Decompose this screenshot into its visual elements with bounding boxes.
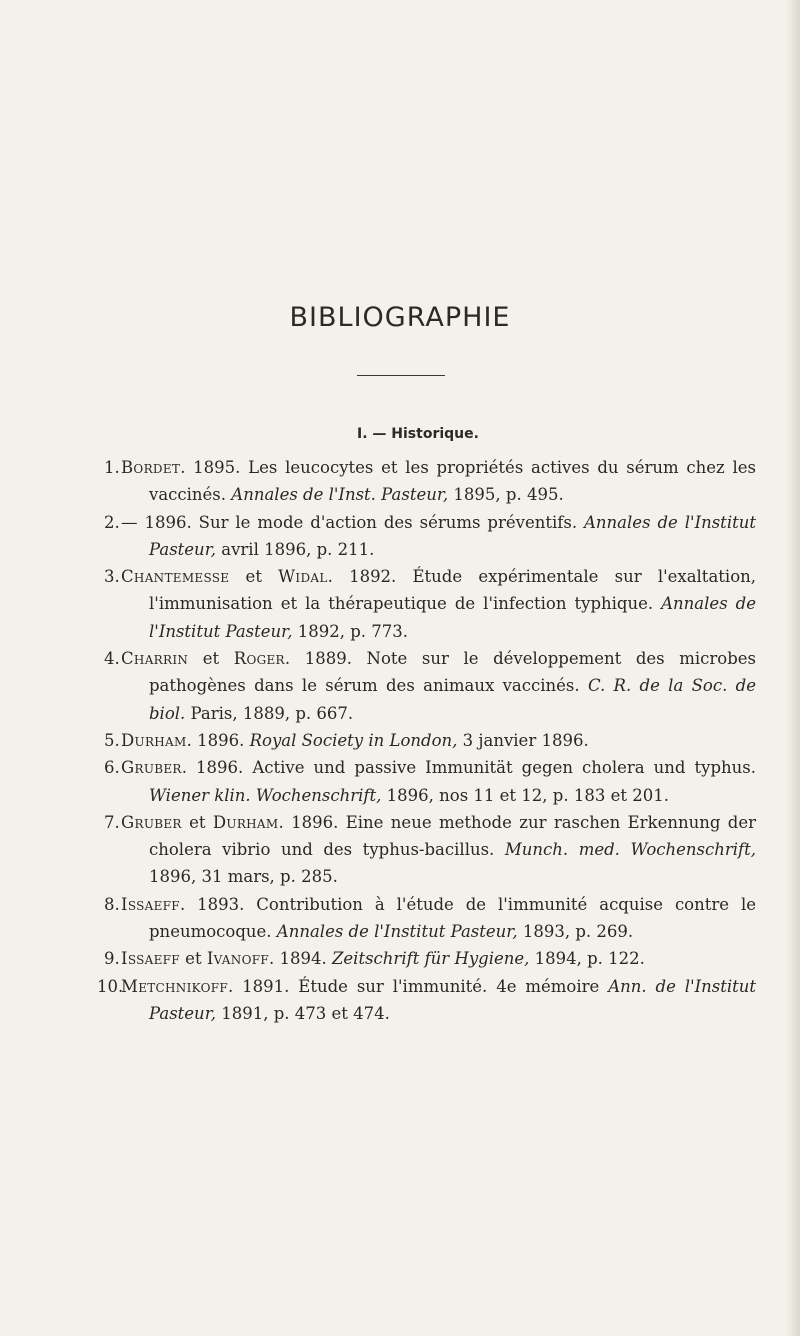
entry-text: . 1892. Étude expérimentale sur l'exaltation, l'immunisation et la thérapeutique de l'infection typhique. [149, 567, 756, 614]
entry-author: Charrin [121, 649, 189, 669]
entry-text: . 1896. [186, 730, 250, 750]
entry-text: . 1894. [268, 949, 332, 969]
entry-text: et [188, 649, 234, 669]
bibliography-entry [0, 727, 800, 754]
entry-text: 3 janvier 1896. [457, 730, 589, 750]
entry-text: . 1891. Étude sur l'immunité. 4e mémoire [227, 976, 609, 996]
bibliography-entry [0, 891, 800, 946]
entry-text: 1891, p. 473 et 474. [216, 1003, 390, 1023]
entry-author: Durham [121, 730, 187, 750]
entry-author: Ivanoff [206, 949, 269, 969]
entry-text: 1893, p. 269. [517, 922, 634, 942]
entry-text: et [179, 949, 207, 969]
bibliography-entry [0, 973, 800, 1028]
entry-journal: C. R. de la Soc. de biol. [149, 676, 756, 723]
bibliography-entry [0, 509, 800, 564]
entry-number: 9. [104, 949, 120, 969]
entry-journal: Wiener klin. Wochenschrift, [149, 785, 382, 805]
title-rule [357, 375, 445, 376]
entry-number: 2. [104, 512, 120, 532]
entry-text: avril 1896, p. 211. [216, 539, 375, 559]
entry-author: Issaeff [121, 949, 180, 969]
entry-number: 3. [104, 567, 120, 587]
entry-number: 8. [104, 894, 120, 914]
entry-journal: Zeitschrift für Hygiene, [331, 949, 530, 969]
entry-author: Bordet [121, 458, 181, 477]
entry-text: . 1896. Eine neue methode zur raschen Erkennung der cholera vibrio und des typhus-bacillus. [149, 812, 756, 860]
entry-number: 1. [104, 458, 120, 477]
entry-author: Gruber [121, 812, 182, 832]
entry-text: . 1889. Note sur le développement des microbes pathogènes dans le sérum des animaux vaccinés. [149, 649, 756, 696]
entry-author: Chantemesse [121, 567, 230, 587]
entry-journal: Royal Society in London, [249, 730, 458, 750]
entry-journal: Annales de l'Inst. Pasteur, [231, 485, 449, 505]
bibliography-entry [0, 454, 800, 509]
entry-text: 1892, p. 773. [292, 621, 409, 641]
entry-text: . 1895. Les leucocytes et les propriétés actives du sérum chez les vaccinés. [149, 458, 756, 505]
entry-text: et [229, 567, 279, 587]
bibliography-entry [0, 809, 800, 891]
bibliography-entry [0, 945, 800, 972]
entry-number: 5. [104, 730, 120, 750]
entry-text: Paris, 1889, p. 667. [185, 703, 354, 723]
entry-text: 1894, p. 122. [529, 949, 645, 969]
bibliography-entry [0, 754, 800, 809]
entry-journal: Annales de l'Institut Pasteur, [149, 512, 756, 559]
entry-text: . 1896. Active und passive Immunität gegen cholera und typhus. [181, 758, 756, 778]
entry-journal: Munch. med. Wochenschrift, [504, 840, 756, 860]
entry-number: 4. [104, 649, 120, 669]
entry-journal: Ann. de l'Institut Pasteur, [149, 976, 757, 1023]
entry-journal: Annales de l'Institut Pasteur, [149, 594, 757, 641]
entry-text: 1896, 31 mars, p. 285. [149, 867, 338, 887]
entry-text: 1896, nos 11 et 12, p. 183 et 201. [381, 785, 669, 805]
entry-number: 10. [97, 976, 124, 996]
entry-number: 6. [104, 758, 120, 778]
entry-author: Widal [278, 567, 328, 587]
page-title: BIBLIOGRAPHIE [289, 302, 511, 333]
entry-author: Durham [212, 812, 279, 832]
entry-number: 7. [104, 812, 120, 832]
entry-author: Metchnikoff [121, 976, 228, 996]
entry-author: Gruber [121, 758, 182, 778]
entry-author: Issaeff [121, 894, 180, 914]
entry-text: 1895, p. 495. [448, 485, 564, 505]
bibliography-entry [0, 563, 800, 645]
entry-text: et [181, 812, 213, 832]
bibliography-entry [0, 645, 800, 727]
entry-text: — 1896. Sur le mode d'action des sérums préventifs. [121, 512, 585, 532]
section-heading: I. — Historique. [357, 426, 479, 442]
entry-text: . 1893. Contribution à l'étude de l'immunité acquise contre le pneumocoque. [149, 894, 756, 942]
bibliography-list [0, 454, 800, 1027]
entry-journal: Annales de l'Institut Pasteur, [276, 922, 518, 942]
entry-author: Roger [233, 649, 285, 669]
